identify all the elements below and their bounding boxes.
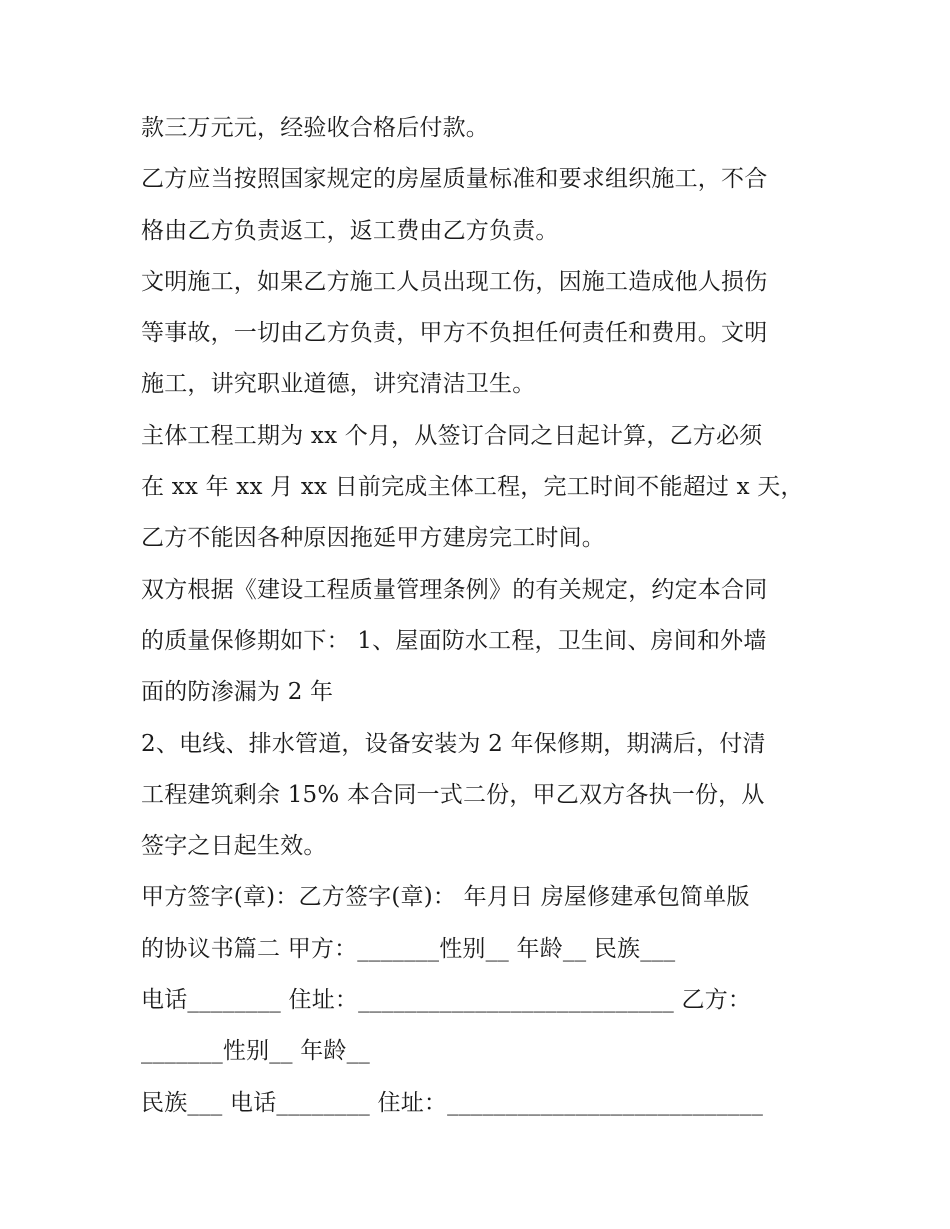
text-line: 在 xx 年 xx 月 xx 日前完成主体工程，完工时间不能超过 x 天，: [141, 474, 804, 501]
text-line: 文明施工，如果乙方施工人员出现工伤，因施工造成他人损伤: [141, 268, 768, 295]
text-line: 面的防渗漏为 2 年: [141, 679, 334, 706]
text-line: 乙方应当按照国家规定的房屋质量标准和要求组织施工，不合: [141, 166, 768, 193]
text-line: 甲方签字(章)：乙方签字(章)： 年月日 房屋修建承包简单版: [141, 884, 750, 911]
text-line: 2、电线、排水管道，设备安装为 2 年保修期，期满后，付清: [141, 730, 766, 757]
text-line: 工程建筑剩余 15% 本合同一式二份，甲乙双方各执一份，从: [141, 781, 765, 808]
document-body: [141, 103, 831, 1129]
text-line: 格由乙方负责返工，返工费由乙方负责。: [141, 217, 559, 244]
text-line: 签字之日起生效。: [141, 833, 327, 860]
text-line: 等事故，一切由乙方负责，甲方不负担任何责任和费用。文明: [141, 320, 768, 347]
text-line: 的质量保修期如下： 1、屋面防水工程，卫生间、房间和外墙: [141, 627, 767, 654]
text-line: 款三万元元，经验收合格后付款。: [141, 115, 489, 141]
text-line: 双方根据《建设工程质量管理条例》的有关规定，约定本合同: [141, 576, 768, 603]
text-line: 乙方不能因各种原因拖延甲方建房完工时间。: [141, 525, 605, 552]
text-line: 民族___ 电话________ 住址：___________________________: [141, 1089, 764, 1116]
text-line: 主体工程工期为 xx 个月，从签订合同之日起计算，乙方必须: [141, 422, 763, 449]
text-line: 电话________ 住址：___________________________ 乙方：: [141, 987, 752, 1014]
text-line: 的协议书篇二 甲方：_______性别__ 年龄__ 民族___: [141, 935, 676, 962]
text-line: _______性别__ 年龄__: [141, 1038, 371, 1065]
text-line: 施工，讲究职业道德，讲究清洁卫生。: [141, 371, 536, 398]
